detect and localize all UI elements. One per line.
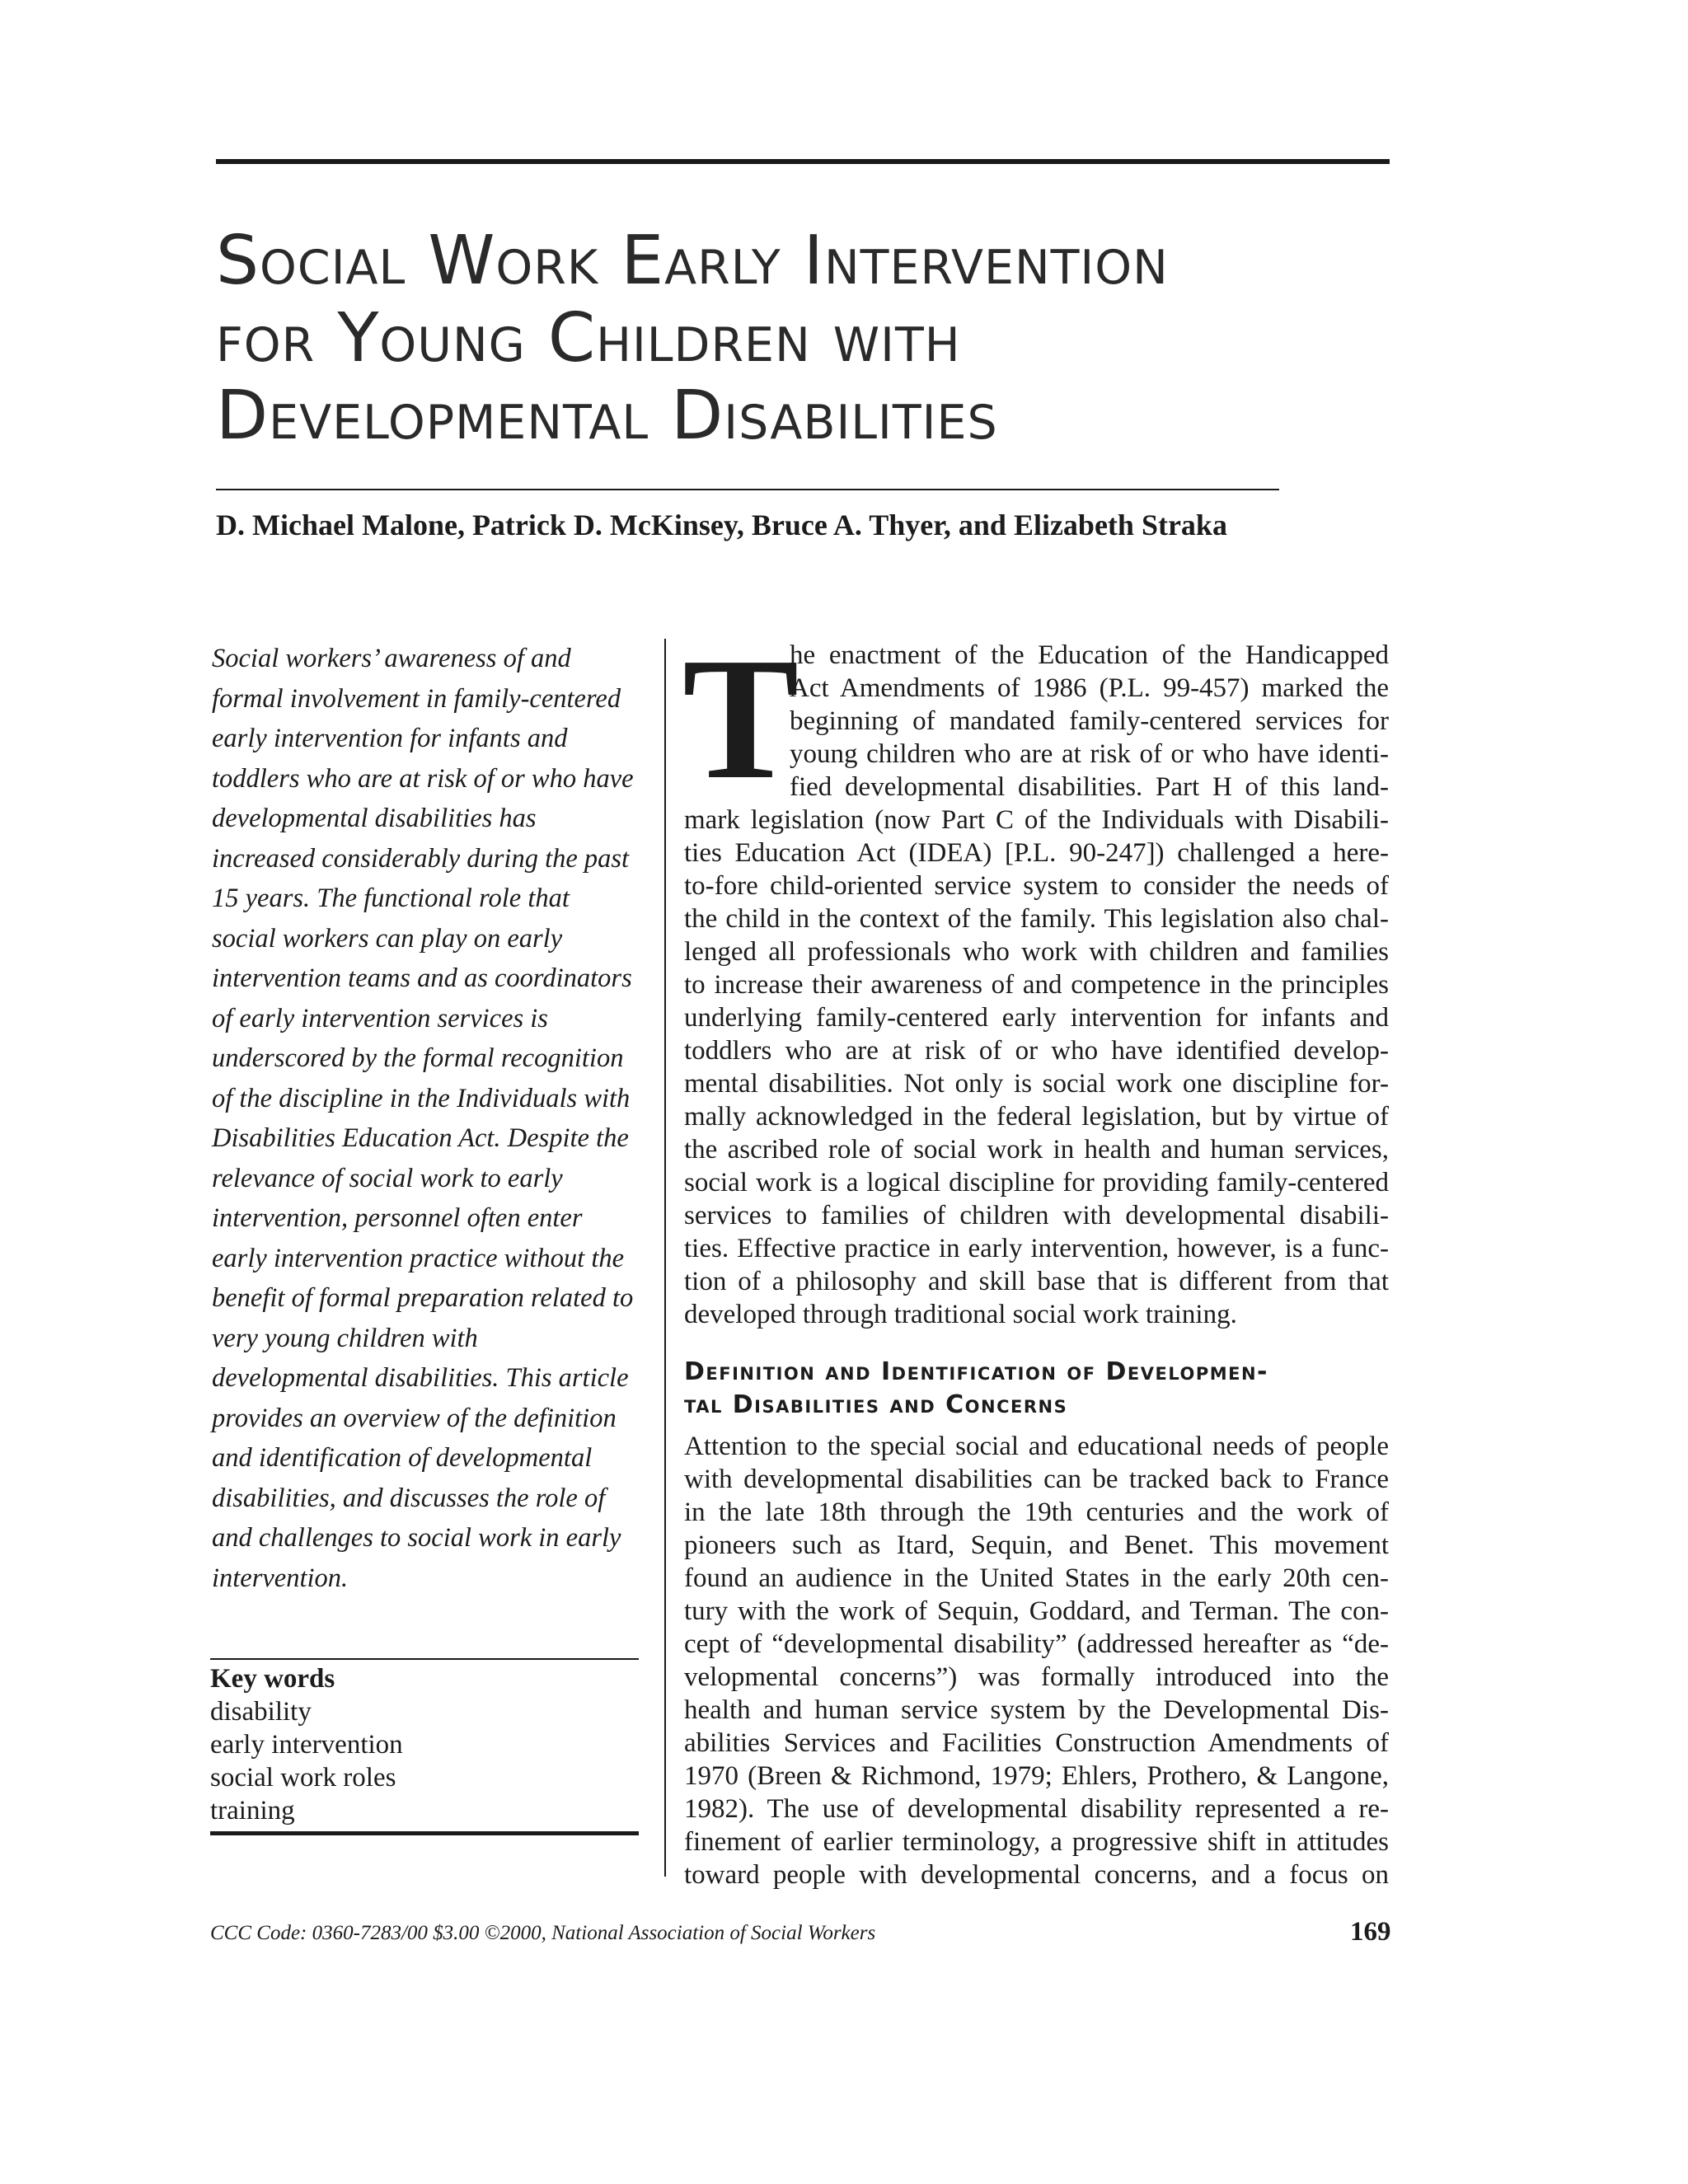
abstract-line: developmental disabilities has <box>212 804 537 833</box>
abstract-line: intervention. <box>212 1563 349 1593</box>
body-line: mally acknowledged in the federal legislation, but by virtue of <box>684 1102 1389 1132</box>
abstract-line: relevance of social work to early <box>212 1163 563 1193</box>
body-line: mental disabilities. Not only is social work one discipline for- <box>684 1069 1389 1099</box>
body-line: 1982). The use of developmental disability represented a re- <box>684 1794 1389 1824</box>
body-line: developed through traditional social work training. <box>684 1300 1237 1329</box>
abstract-line: formal involvement in family-centered <box>212 683 621 714</box>
body-line: fied developmental disabilities. Part H of this land- <box>790 772 1389 802</box>
keywords-bottom-rule <box>210 1831 639 1835</box>
abstract-line: intervention teams and as coordinators <box>212 963 632 993</box>
author-list: D. Michael Malone, Patrick D. McKinsey, Bruce A. Thyer, and Elizabeth Straka <box>216 509 1227 541</box>
abstract-line: increased considerably during the past <box>212 843 630 874</box>
article-title <box>216 223 1419 455</box>
section-heading-line: Definition and Identification of Developmen- <box>684 1357 1268 1386</box>
body-line: toddlers who are at risk of or who have identified develop- <box>684 1036 1389 1066</box>
body-line: tion of a philosophy and skill base that is different from that <box>684 1267 1389 1296</box>
body-line: with developmental disabilities can be tracked back to France <box>684 1465 1389 1494</box>
abstract-line: social workers can play on early <box>212 923 563 954</box>
body-line: beginning of mandated family-centered services for <box>790 706 1389 736</box>
abstract-line: and identification of developmental <box>212 1443 593 1473</box>
body-column <box>682 621 1389 1891</box>
abstract-line: early intervention for infants and <box>212 724 568 753</box>
abstract-line: provides an overview of the definition <box>212 1403 617 1433</box>
drop-cap: T <box>682 621 799 815</box>
section-heading-line: tal Disabilities and Concerns <box>684 1390 1068 1419</box>
body-line: 1970 (Breen & Richmond, 1979; Ehlers, Prothero, & Langone, <box>684 1761 1389 1791</box>
intro-paragraph <box>682 621 1389 1331</box>
abstract-line: early intervention practice without the <box>212 1243 625 1273</box>
top-rule <box>216 159 1390 164</box>
body-line: abilities Services and Facilities Construction Amendments of <box>684 1728 1389 1758</box>
body-line: to-fore child-oriented service system to consider the needs of <box>684 871 1389 901</box>
body-line: finement of earlier terminology, a progressive shift in attitudes <box>684 1827 1389 1857</box>
body-line: he enactment of the Education of the Handicapped <box>790 640 1389 670</box>
keywords-heading: Key words <box>210 1664 335 1694</box>
body-line: tury with the work of Sequin, Goddard, and Terman. The con- <box>684 1596 1389 1626</box>
body-line: social work is a logical discipline for providing family-centered <box>684 1168 1389 1197</box>
body-line: velopmental concerns”) was formally introduced into the <box>684 1662 1389 1692</box>
abstract-line: disabilities, and discusses the role of <box>212 1483 606 1513</box>
footer-citation: CCC Code: 0360-7283/00 $3.00 ©2000, National Association of Social Workers <box>210 1922 876 1944</box>
body-line: the child in the context of the family. This legislation also chal- <box>684 904 1389 934</box>
keyword-item: early intervention <box>210 1730 403 1760</box>
body-line: toward people with developmental concerns, and a focus on <box>684 1860 1389 1890</box>
body-line: in the late 18th through the 19th centuries and the work of <box>684 1497 1389 1527</box>
body-line: ties. Effective practice in early intervention, however, is a func- <box>684 1234 1389 1263</box>
body-line: pioneers such as Itard, Sequin, and Benet. This movement <box>684 1530 1389 1560</box>
keywords-top-rule <box>210 1658 639 1660</box>
keyword-item: training <box>210 1796 295 1825</box>
abstract-line: 15 years. The functional role that <box>212 883 570 913</box>
body-line: health and human service system by the Developmental Dis- <box>684 1695 1389 1725</box>
body-line: services to families of children with developmental disabili- <box>684 1201 1389 1230</box>
abstract-line: underscored by the formal recognition <box>212 1043 624 1073</box>
abstract-line: Social workers’ awareness of and <box>212 644 571 673</box>
body-line: to increase their awareness of and competence in the principles <box>684 970 1389 1000</box>
section-heading <box>684 1331 1389 1422</box>
abstract-line: of the discipline in the Individuals with <box>212 1083 631 1113</box>
abstract-line: toddlers who are at risk of or who have <box>212 763 634 794</box>
body-line: lenged all professionals who work with children and families <box>684 937 1389 967</box>
keywords-box <box>210 1662 639 1827</box>
body-line: Attention to the special social and educational needs of people <box>684 1432 1389 1461</box>
body-line: cept of “developmental disability” (addressed hereafter as “de- <box>684 1629 1389 1659</box>
title-line: Developmental Disabilities <box>216 377 998 455</box>
abstract-line: benefit of formal preparation related to <box>212 1283 634 1313</box>
body-line: underlying family-centered early intervention for infants and <box>684 1003 1389 1033</box>
keyword-item: social work roles <box>210 1763 396 1793</box>
title-line: Social Work Early Intervention <box>216 222 1169 300</box>
body-line: mark legislation (now Part C of the Individuals with Disabili- <box>684 805 1389 835</box>
author-rule <box>216 489 1279 490</box>
heading-spacer <box>684 1422 1389 1430</box>
title-line: for Young Children with <box>216 299 961 377</box>
abstract-line: Disabilities Education Act. Despite the <box>212 1123 629 1153</box>
abstract-line: very young children with <box>212 1323 478 1353</box>
keywords-list <box>210 1695 639 1827</box>
body-line: young children who are at risk of or who have identi- <box>790 739 1389 769</box>
body-line: found an audience in the United States in the early 20th cen- <box>684 1563 1389 1593</box>
body-line: the ascribed role of social work in health and human services, <box>684 1135 1389 1165</box>
column-divider <box>664 639 666 1877</box>
abstract-line: developmental disabilities. This article <box>212 1363 629 1393</box>
abstract <box>212 639 640 1598</box>
abstract-line: intervention, personnel often enter <box>212 1203 583 1233</box>
abstract-line: of early intervention services is <box>212 1003 548 1033</box>
body-line: ties Education Act (IDEA) [P.L. 90-247]) challenged a here- <box>684 838 1389 868</box>
body-line: Act Amendments of 1986 (P.L. 99-457) marked the <box>790 673 1389 703</box>
keyword-item: disability <box>210 1697 312 1727</box>
page-number: 169 <box>1350 1917 1391 1947</box>
section-paragraph <box>684 1430 1389 1891</box>
abstract-line: and challenges to social work in early <box>212 1523 621 1553</box>
